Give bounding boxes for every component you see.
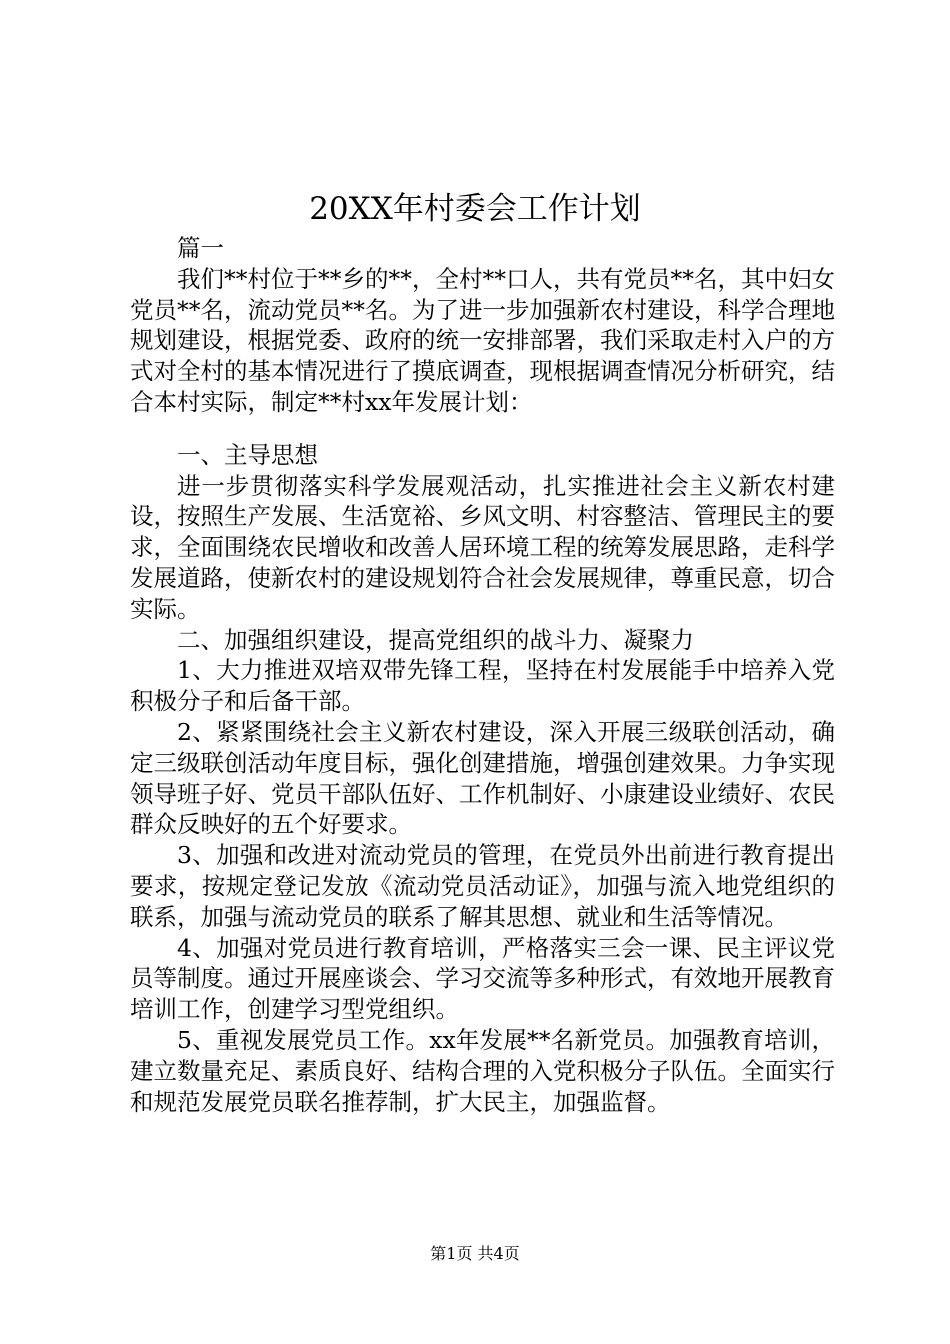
document-title: 20XX年村委会工作计划	[309, 191, 641, 227]
guiding-idea-paragraph: 进一步贯彻落实科学发展观活动，扎实推进社会主义新农村建设，按照生产发展、生活宽裕、乡风文明、村容整洁、管理民主的要求，全面围绕农民增收和改善人居环境工程的统筹发展思路，走科学发展道路，使新农村的建设规划符合社会发展规律，尊重民意，切合实际。	[130, 471, 835, 623]
item-3-paragraph: 3、加强和改进对流动党员的管理，在党员外出前进行教育提出要求，按规定登记发放《流动党员活动证》，加强与流入地党组织的联系，加强与流动党员的联系了解其思想、就业和生活等情况。	[130, 841, 835, 931]
heading-guiding-idea: 一、主导思想	[177, 440, 318, 469]
item-2-paragraph: 2、紧紧围绕社会主义新农村建设，深入开展三级联创活动，确定三级联创活动年度目标，强化创建措施，增强创建效果。力争实现领导班子好、党员干部队伍好、工作机制好、小康建设业绩好、农民群众反映好的五个好要求。	[130, 717, 835, 839]
paragraph-spacer	[130, 418, 835, 440]
item-5-paragraph: 5、重视发展党员工作。xx年发展**名新党员。加强教育培训，建立数量充足、素质良好、结构合理的入党积极分子队伍。全面实行和规范发展党员联名推荐制，扩大民主，加强监督。	[130, 1025, 835, 1116]
section-label: 篇一	[177, 234, 224, 262]
item-1-paragraph: 1、大力推进双培双带先锋工程，坚持在村发展能手中培养入党积极分子和后备干部。	[130, 656, 835, 716]
item-4-paragraph: 4、加强对党员进行教育培训，严格落实三会一课、民主评议党员等制度。通过开展座谈会、学习交流等多种形式，有效地开展教育培训工作，创建学习型党组织。	[130, 933, 835, 1024]
document-body	[130, 233, 835, 1117]
page-number-footer: 第1页 共4页	[430, 1244, 520, 1263]
heading-organization: 二、加强组织建设，提高党组织的战斗力、凝聚力	[177, 625, 694, 654]
intro-paragraph: 我们**村位于**乡的**，全村**口人，共有党员**名，其中妇女党员**名，流动党员**名。为了进一步加强新农村建设，科学合理地规划建设，根据党委、政府的统一安排部署，我们采取走村入户的方式对全村的基本情况进行了摸底调查，现根据调查情况分析研究，结合本村实际，制定**村xx年发展计划：	[130, 264, 835, 416]
